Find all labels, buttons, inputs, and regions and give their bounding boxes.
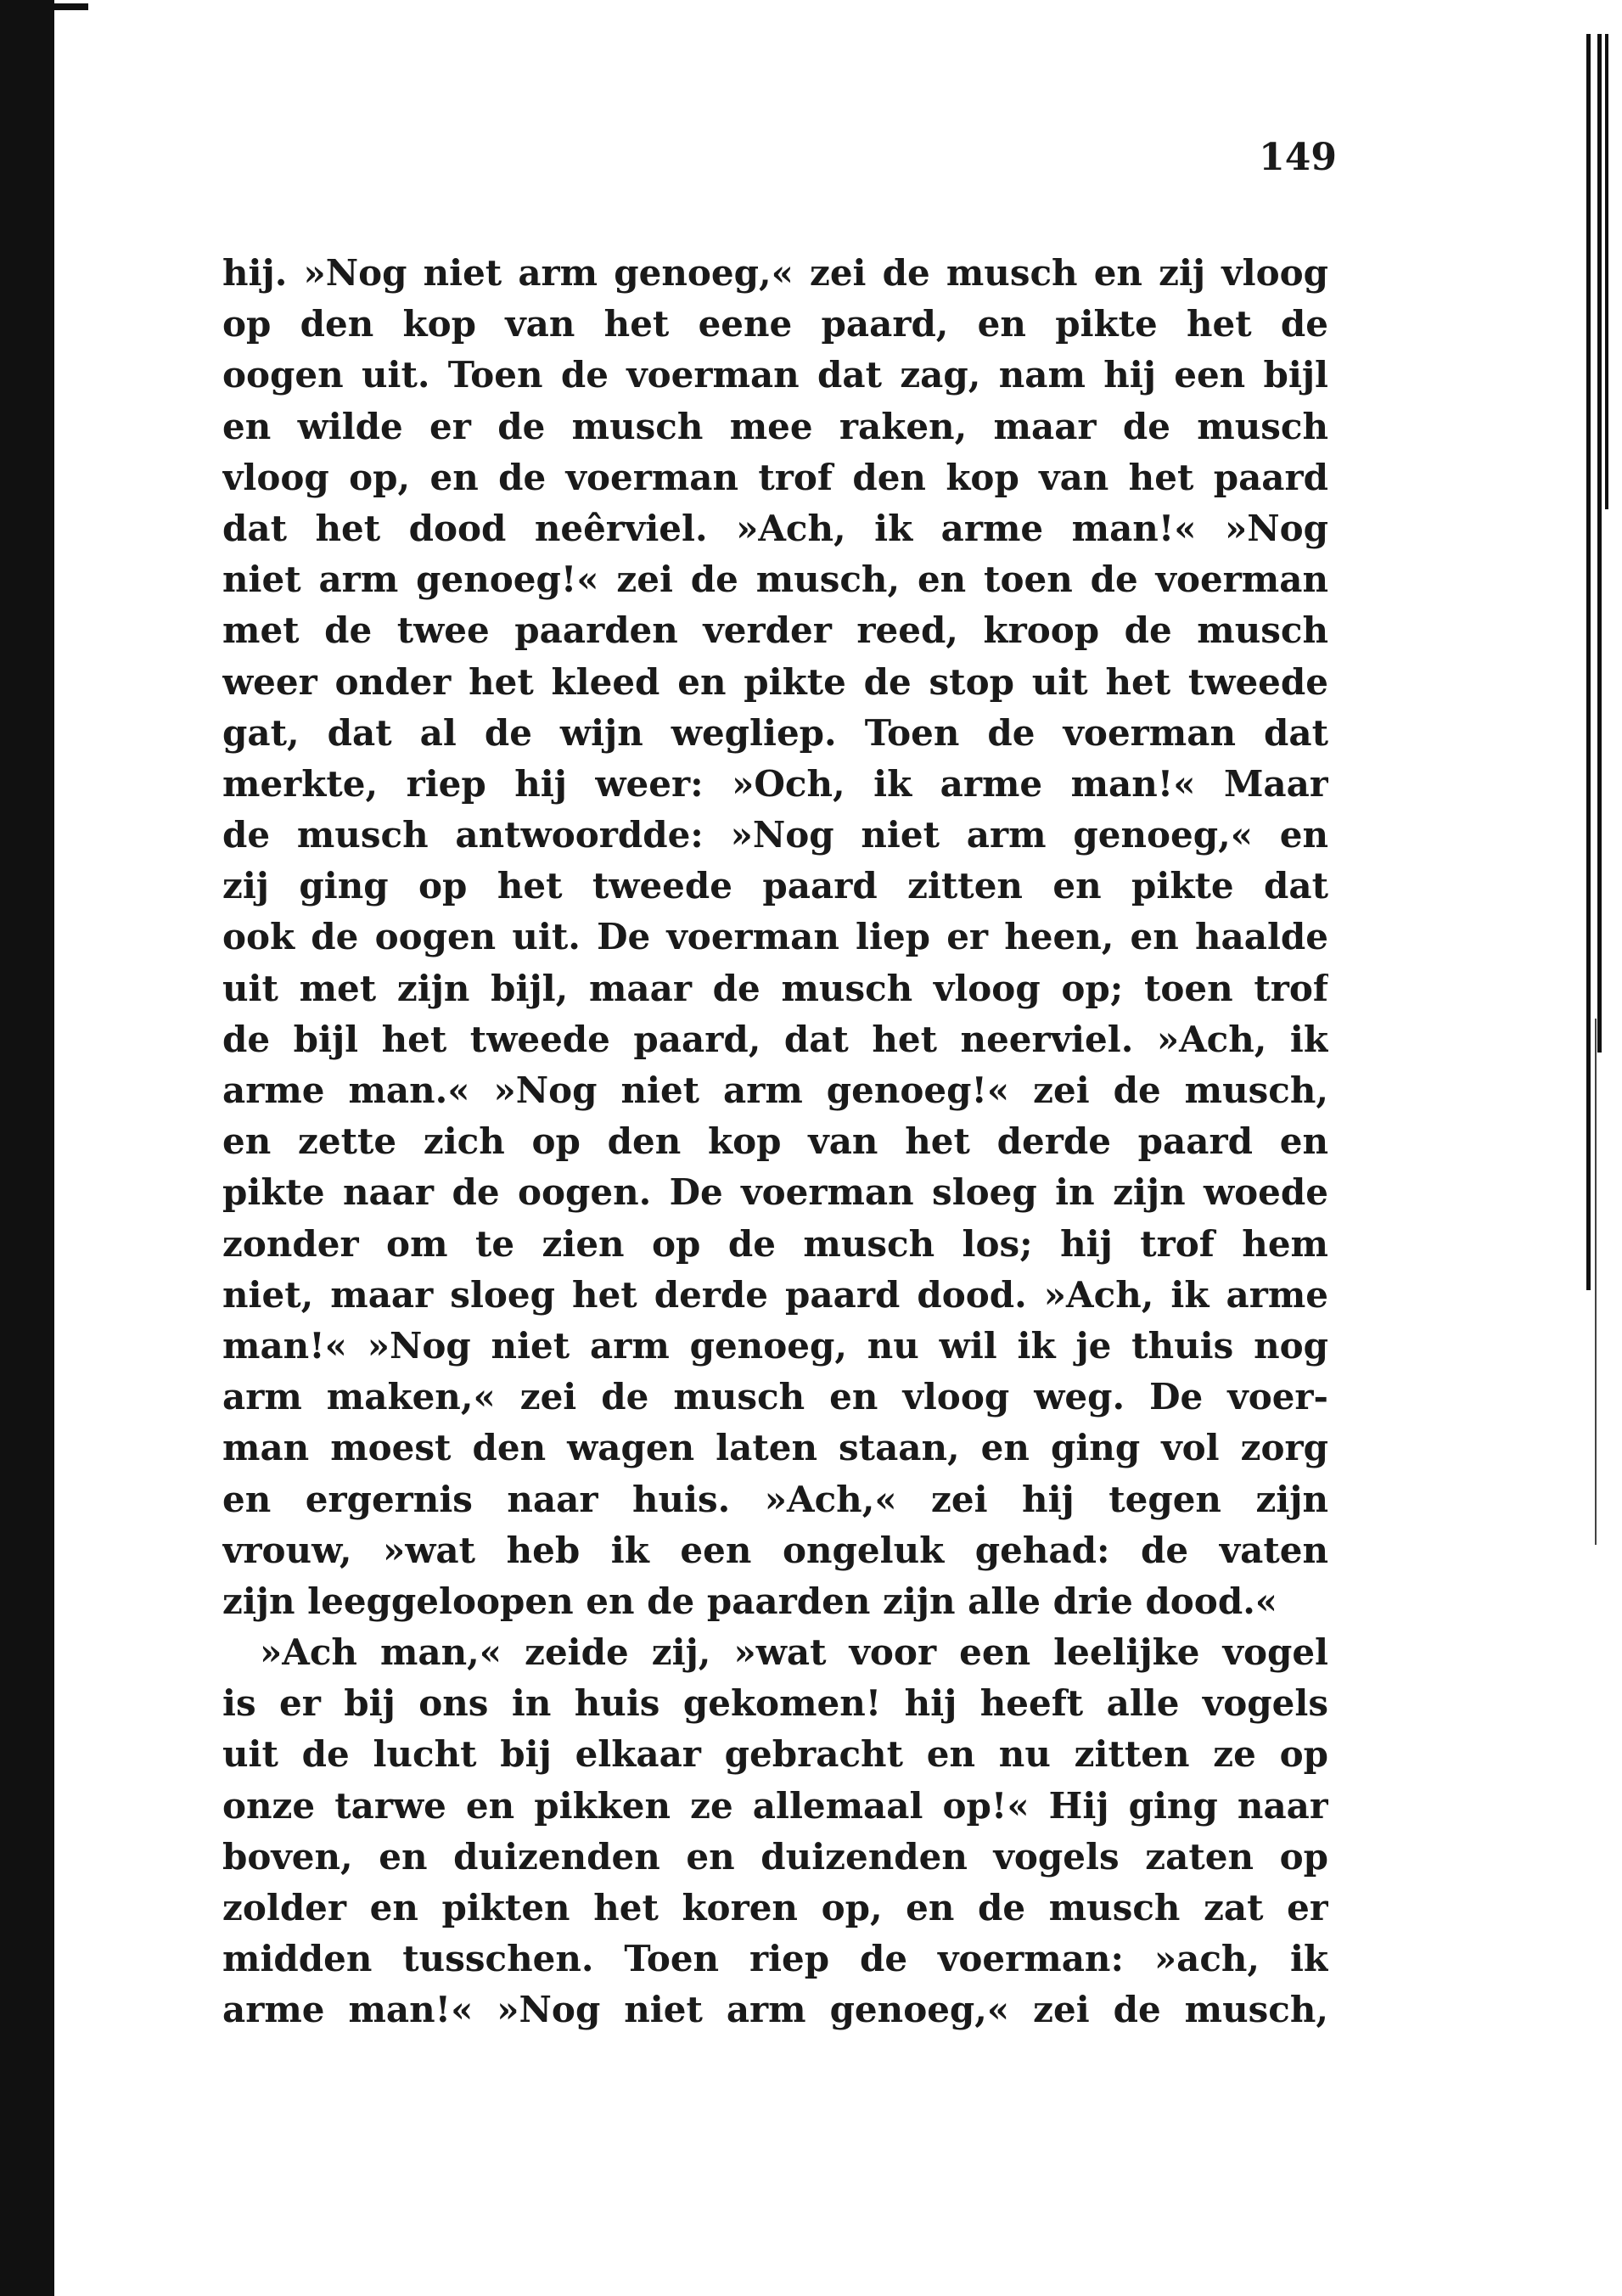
text-line: arme man!« »Nog niet arm genoeg,« zei de musch, bbox=[222, 1989, 1328, 2031]
page-edge-rule bbox=[1595, 1019, 1597, 1545]
body-text bbox=[222, 248, 1328, 2036]
text-line: met de twee paarden verder reed, kroop de musch bbox=[222, 609, 1328, 652]
text-line: onze tarwe en pikken ze allemaal op!« Hij ging naar bbox=[222, 1784, 1328, 1827]
text-line: ook de oogen uit. De voerman liep er heen, en haalde bbox=[222, 916, 1328, 958]
text-line: uit de lucht bij elkaar gebracht en nu zitten ze op bbox=[222, 1733, 1328, 1776]
text-line: hij. »Nog niet arm genoeg,« zei de musch en zij vloog bbox=[222, 252, 1328, 294]
text-line: zijn leeggeloopen en de paarden zijn alle drie dood.« bbox=[222, 1580, 1278, 1622]
page-edge-rule bbox=[1605, 34, 1608, 509]
text-line: man!« »Nog niet arm genoeg, nu wil ik je thuis nog bbox=[222, 1324, 1328, 1367]
text-line: arm maken,« zei de musch en vloog weg. De voer- bbox=[222, 1376, 1328, 1418]
text-line: en zette zich op den kop van het derde paard en bbox=[222, 1120, 1328, 1163]
text-line: zolder en pikten het koren op, en de musch zat er bbox=[222, 1887, 1328, 1928]
text-line: man moest den wagen laten staan, en ging vol zorg bbox=[222, 1427, 1328, 1469]
text-line: »Ach man,« zeide zij, »wat voor een leelijke vogel bbox=[260, 1631, 1328, 1674]
text-line: zonder om te zien op de musch los; hij trof hem bbox=[222, 1222, 1328, 1265]
page-edge-rule bbox=[1586, 34, 1591, 1290]
text-line: zij ging op het tweede paard zitten en pikte dat bbox=[222, 865, 1328, 907]
text-line: de musch antwoordde: »Nog niet arm genoeg,« en bbox=[222, 814, 1328, 856]
text-line: is er bij ons in huis gekomen! hij heeft alle vogels bbox=[222, 1682, 1328, 1725]
page-number: 149 bbox=[1259, 136, 1337, 179]
text-line: pikte naar de oogen. De voerman sloeg in zijn woede bbox=[222, 1171, 1328, 1214]
text-line: oogen uit. Toen de voerman dat zag, nam hij een bijl bbox=[222, 354, 1328, 396]
text-line: vrouw, »wat heb ik een ongeluk gehad: de vaten bbox=[222, 1529, 1328, 1571]
text-line: de bijl het tweede paard, dat het neerviel. »Ach, ik bbox=[222, 1018, 1328, 1060]
page-edge-mark bbox=[54, 3, 88, 10]
text-line: dat het dood neêrviel. »Ach, ik arme man!« »Nog bbox=[222, 507, 1328, 549]
text-line: boven, en duizenden en duizenden vogels zaten op bbox=[222, 1835, 1328, 1878]
text-line: op den kop van het eene paard, en pikte het de bbox=[222, 303, 1328, 345]
text-line: arme man.« »Nog niet arm genoeg!« zei de musch, bbox=[222, 1069, 1328, 1111]
text-line: merkte, riep hij weer: »Och, ik arme man!« Maar bbox=[222, 762, 1328, 805]
text-line: gat, dat al de wijn wegliep. Toen de voerman dat bbox=[222, 711, 1328, 754]
page-edge-rule bbox=[1597, 34, 1602, 1053]
text-line: vloog op, en de voerman trof den kop van het paard bbox=[222, 456, 1328, 498]
text-line: uit met zijn bijl, maar de musch vloog op; toen trof bbox=[222, 967, 1328, 1009]
text-line: niet, maar sloeg het derde paard dood. »Ach, ik arme bbox=[222, 1273, 1328, 1316]
text-line: en ergernis naar huis. »Ach,« zei hij tegen zijn bbox=[222, 1478, 1328, 1520]
text-line: en wilde er de musch mee raken, maar de musch bbox=[222, 405, 1328, 447]
text-line: midden tusschen. Toen riep de voerman: »ach, ik bbox=[222, 1938, 1328, 1980]
page-binding-edge bbox=[0, 0, 54, 2296]
text-line: weer onder het kleed en pikte de stop uit het tweede bbox=[222, 660, 1328, 703]
text-line: niet arm genoeg!« zei de musch, en toen de voerman bbox=[222, 559, 1328, 601]
